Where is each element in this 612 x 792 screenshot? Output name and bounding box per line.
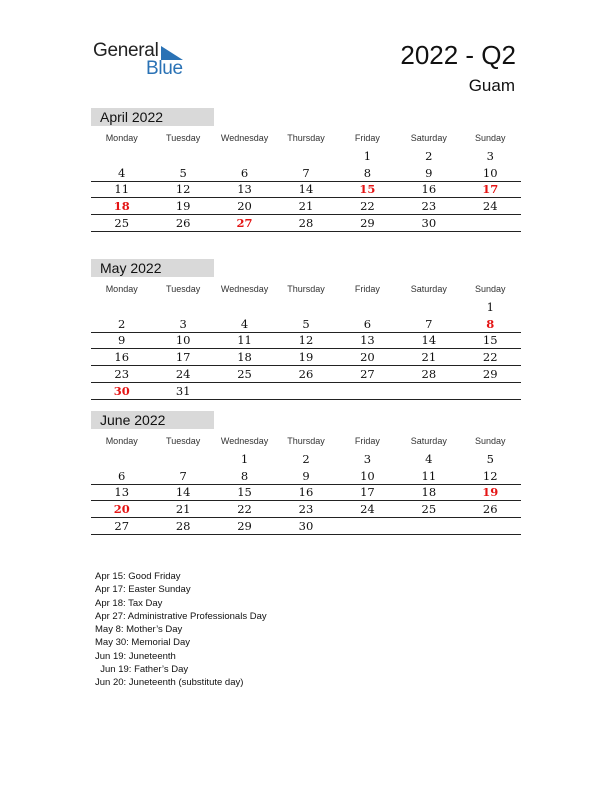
week-row <box>91 366 521 383</box>
date-cell: 29 <box>360 216 375 231</box>
date-cell: 23 <box>114 367 130 382</box>
weekday-label: Thursday <box>287 435 325 446</box>
date-cell: 24 <box>175 367 191 382</box>
date-cell: 1 <box>486 300 494 315</box>
date-cell: 15 <box>237 485 252 500</box>
date-cell: 3 <box>363 452 372 467</box>
date-cell: 5 <box>486 452 494 467</box>
month-june <box>91 411 521 535</box>
week-row <box>91 349 521 366</box>
date-cell: 12 <box>175 182 191 197</box>
date-cell: 10 <box>175 333 191 348</box>
week-row <box>91 501 521 518</box>
date-cell: 4 <box>240 316 249 331</box>
date-cell: 5 <box>179 165 187 180</box>
date-cell: 16 <box>114 350 130 365</box>
date-cell: 19 <box>175 199 191 214</box>
week-row <box>91 485 521 502</box>
date-cell: 6 <box>363 316 372 331</box>
date-cell: 2 <box>118 316 126 331</box>
week-row <box>91 198 521 215</box>
week-row <box>91 148 521 165</box>
holiday-date-cell: 30 <box>113 383 130 398</box>
week-row <box>91 182 521 199</box>
weekday-label: Monday <box>105 132 138 143</box>
date-cell: 1 <box>240 452 249 467</box>
weekday-label: Tuesday <box>166 435 201 446</box>
date-cell: 16 <box>298 485 314 500</box>
weekday-label: Wednesday <box>220 132 269 143</box>
month-april <box>91 108 521 232</box>
date-cell: 19 <box>298 350 314 365</box>
date-cell: 1 <box>363 149 372 164</box>
date-cell: 21 <box>421 350 437 365</box>
date-cell: 9 <box>118 333 126 348</box>
holiday-entry: Apr 27: Administrative Professionals Day <box>95 610 267 622</box>
month-name: May 2022 <box>91 259 214 277</box>
date-cell: 26 <box>482 502 498 517</box>
date-cell: 7 <box>425 316 433 331</box>
weekday-label: Wednesday <box>220 435 269 446</box>
weekday-label: Saturday <box>410 435 447 446</box>
date-cell: 21 <box>175 502 191 517</box>
date-cell: 27 <box>114 519 130 534</box>
date-cell: 12 <box>298 333 314 348</box>
date-cell: 9 <box>425 165 433 180</box>
date-cell: 28 <box>175 519 191 534</box>
holiday-list <box>95 570 395 690</box>
date-cell: 7 <box>179 468 187 483</box>
holiday-date-cell: 27 <box>236 216 253 231</box>
date-cell: 30 <box>298 519 314 534</box>
date-cell: 22 <box>360 199 375 214</box>
week-row <box>91 316 521 333</box>
week-row <box>91 383 521 400</box>
date-cell: 26 <box>175 216 191 231</box>
date-cell: 9 <box>302 468 310 483</box>
date-cell: 6 <box>118 468 126 483</box>
weekday-label: Sunday <box>474 132 506 143</box>
date-cell: 31 <box>175 383 191 398</box>
date-cell: 30 <box>421 216 437 231</box>
holiday-entry: Apr 15: Good Friday <box>95 571 181 582</box>
logo-text-blue: Blue <box>146 58 183 79</box>
date-cell: 10 <box>482 165 498 180</box>
date-cell: 11 <box>421 468 437 483</box>
weekday-label: Wednesday <box>220 283 269 294</box>
month-may <box>91 259 521 400</box>
weekday-label: Thursday <box>287 132 325 143</box>
date-cell: 13 <box>114 485 130 500</box>
week-row <box>91 468 521 485</box>
date-cell: 2 <box>302 452 310 467</box>
week-row <box>91 333 521 350</box>
date-cell: 21 <box>298 199 314 214</box>
holiday-date-cell: 18 <box>113 199 130 214</box>
date-cell: 4 <box>425 452 433 467</box>
weekday-label: Saturday <box>410 283 447 294</box>
date-cell: 10 <box>360 468 375 483</box>
weekday-header <box>91 278 521 299</box>
weekday-label: Monday <box>105 435 138 446</box>
region-label: Guam <box>468 76 515 95</box>
weekday-label: Friday <box>354 435 380 446</box>
date-cell: 29 <box>237 519 252 534</box>
date-cell: 14 <box>421 333 437 348</box>
date-cell: 7 <box>302 165 310 180</box>
date-cell: 12 <box>482 468 498 483</box>
week-row <box>91 518 521 535</box>
weekday-label: Sunday <box>474 435 506 446</box>
date-cell: 11 <box>237 333 252 348</box>
date-cell: 22 <box>237 502 252 517</box>
date-cell: 20 <box>237 199 252 214</box>
date-cell: 3 <box>486 149 494 164</box>
week-row <box>91 165 521 182</box>
holiday-date-cell: 20 <box>113 502 130 517</box>
date-cell: 25 <box>421 502 437 517</box>
month-name: June 2022 <box>91 411 214 429</box>
date-cell: 16 <box>421 182 437 197</box>
month-name: April 2022 <box>91 108 214 126</box>
date-cell: 13 <box>237 182 252 197</box>
holiday-entry: Apr 17: Easter Sunday <box>95 584 191 596</box>
date-cell: 28 <box>298 216 314 231</box>
date-cell: 25 <box>237 367 252 382</box>
date-cell: 14 <box>175 485 191 500</box>
date-cell: 20 <box>360 350 375 365</box>
week-row <box>91 215 521 232</box>
logo-text-general: General <box>93 40 159 61</box>
holiday-entry: May 30: Memorial Day <box>95 637 191 649</box>
date-cell: 23 <box>298 502 314 517</box>
date-cell: 6 <box>240 165 249 180</box>
holiday-entry: Jun 19: Father’s Day <box>95 664 189 676</box>
holiday-entry: Jun 19: Juneteenth <box>95 650 176 662</box>
holiday-date-cell: 8 <box>486 316 495 331</box>
date-cell: 24 <box>360 502 375 517</box>
date-cell: 4 <box>118 165 126 180</box>
weekday-label: Tuesday <box>166 132 201 143</box>
week-row <box>91 299 521 316</box>
holiday-date-cell: 15 <box>359 182 376 197</box>
holiday-entry: Jun 20: Juneteenth (substitute day) <box>95 677 244 689</box>
date-cell: 5 <box>302 316 310 331</box>
date-cell: 26 <box>298 367 314 382</box>
weekday-header <box>91 430 521 451</box>
date-cell: 24 <box>482 199 498 214</box>
date-cell: 8 <box>363 165 372 180</box>
weekday-label: Saturday <box>410 132 447 143</box>
logo <box>93 40 193 80</box>
weekday-label: Sunday <box>474 283 506 294</box>
date-cell: 17 <box>360 485 375 500</box>
holiday-entry: May 8: Mother’s Day <box>95 624 183 636</box>
weekday-label: Monday <box>105 283 138 294</box>
date-cell: 2 <box>425 149 433 164</box>
date-cell: 18 <box>421 485 437 500</box>
date-cell: 13 <box>360 333 375 348</box>
date-cell: 27 <box>360 367 375 382</box>
date-cell: 18 <box>237 350 252 365</box>
date-cell: 28 <box>421 367 437 382</box>
holiday-date-cell: 17 <box>482 182 499 197</box>
date-cell: 11 <box>114 182 130 197</box>
date-cell: 23 <box>421 199 437 214</box>
date-cell: 15 <box>482 333 498 348</box>
weekday-label: Friday <box>354 132 380 143</box>
holiday-entry: Apr 18: Tax Day <box>95 597 163 609</box>
page-title: 2022 - Q2 <box>400 40 516 70</box>
weekday-label: Tuesday <box>166 283 201 294</box>
week-row <box>91 451 521 468</box>
weekday-label: Friday <box>354 283 380 294</box>
weekday-label: Thursday <box>287 283 325 294</box>
date-cell: 29 <box>482 367 498 382</box>
date-cell: 3 <box>179 316 187 331</box>
date-cell: 8 <box>240 468 249 483</box>
date-cell: 22 <box>482 350 498 365</box>
holiday-date-cell: 19 <box>482 485 499 500</box>
date-cell: 14 <box>298 182 314 197</box>
date-cell: 25 <box>114 216 130 231</box>
date-cell: 17 <box>175 350 191 365</box>
weekday-header <box>91 127 521 148</box>
